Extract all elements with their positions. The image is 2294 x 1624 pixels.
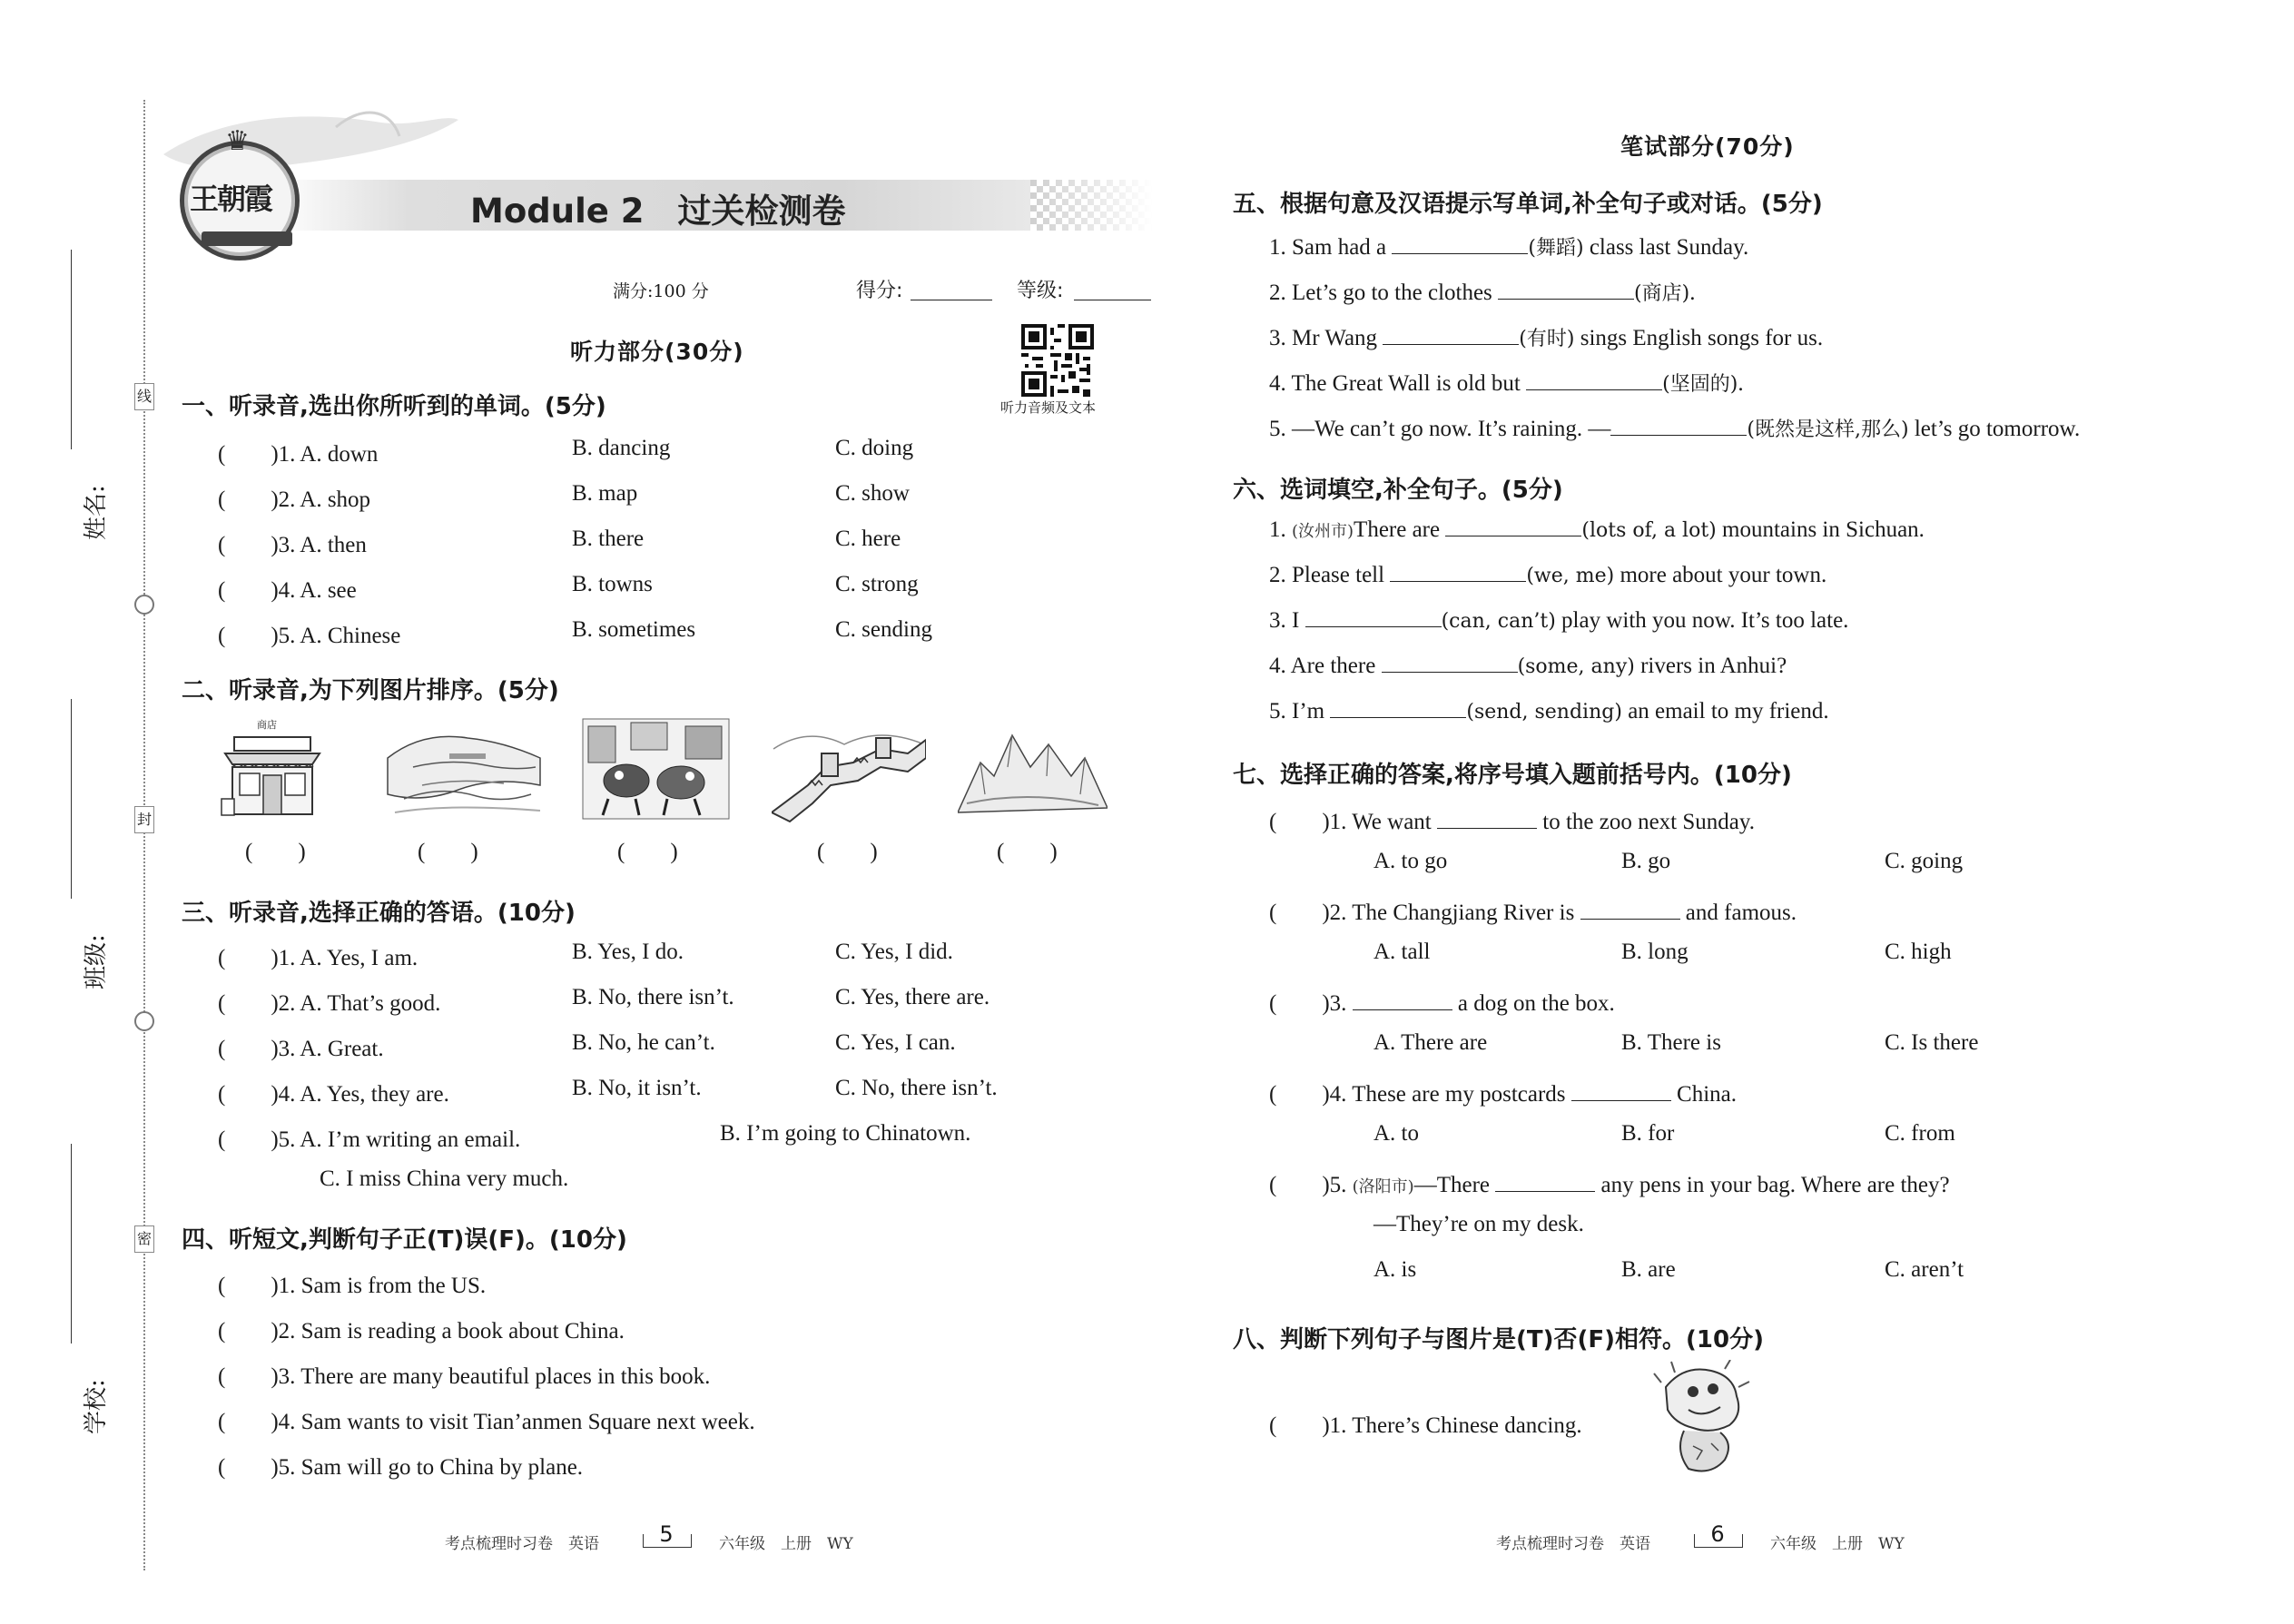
s3-q1-b: B. Yes, I do. <box>572 940 684 964</box>
s5-q5-blank[interactable] <box>1610 418 1747 436</box>
s7-q3: ( )3. a dog on the box. <box>1269 991 1615 1016</box>
s7-q4-blank[interactable] <box>1571 1084 1671 1101</box>
s6-q2-blank[interactable] <box>1390 565 1526 582</box>
s7-q2-b[interactable]: B. long <box>1621 940 1689 964</box>
listening-title: 听力部分(30分) <box>570 339 744 365</box>
s4-q5[interactable]: ( )5. Sam will go to China by plane. <box>218 1455 584 1480</box>
page-title: Module 2 过关检测卷 <box>470 192 846 231</box>
s1-q1-b: B. dancing <box>572 436 671 460</box>
class-label: 班级: <box>83 934 110 989</box>
s6-q5: 5. I’m (send, sending) an email to my friend. <box>1269 699 1829 723</box>
school-label: 学校: <box>83 1379 110 1434</box>
s1-q2-c: C. show <box>835 481 910 506</box>
shop-picture <box>218 717 327 822</box>
s6-q1: 1. (汝州市)There are (lots of, a lot) mountains in Sichuan. <box>1269 517 1925 542</box>
s7-q3-b[interactable]: B. There is <box>1621 1030 1721 1055</box>
s7-q4-c[interactable]: C. from <box>1885 1121 1955 1146</box>
name-label: 姓名: <box>83 485 110 540</box>
s4-q4[interactable]: ( )4. Sam wants to visit Tian’anmen Square next week. <box>218 1410 755 1434</box>
s1-q5-b: B. sometimes <box>572 617 696 642</box>
great-wall-picture <box>772 722 926 826</box>
s8-q1[interactable]: ( )1. There’s Chinese dancing. <box>1269 1413 1582 1438</box>
picture-bracket-4[interactable]: ( ) <box>817 840 878 864</box>
s7-q5-c[interactable]: C. aren’t <box>1885 1257 1964 1282</box>
s3-q4[interactable]: ( )4. A. Yes, they are. <box>218 1082 449 1107</box>
s3-q4-b: B. No, it isn’t. <box>572 1076 702 1100</box>
dotted-cut-line <box>143 100 145 1570</box>
s1-q5-c: C. sending <box>835 617 932 642</box>
s7-q3-a[interactable]: A. There are <box>1373 1030 1488 1055</box>
picture-bracket-5[interactable]: ( ) <box>997 840 1058 864</box>
section-3-title: 三、听录音,选择正确的答语。(10分) <box>182 900 576 927</box>
lion-dance-picture-2 <box>1648 1360 1752 1478</box>
s7-q1-blank[interactable] <box>1437 812 1537 829</box>
s7-q1-a[interactable]: A. to go <box>1373 849 1448 873</box>
s5-q3: 3. Mr Wang (有时) sings English songs for us. <box>1269 326 1824 350</box>
s7-q3-blank[interactable] <box>1353 993 1452 1010</box>
s7-q4: ( )4. These are my postcards China. <box>1269 1082 1737 1107</box>
s6-q5-blank[interactable] <box>1330 701 1466 718</box>
s6-q2: 2. Please tell (we, me) more about your town. <box>1269 563 1827 587</box>
s7-q5-line2: —They’re on my desk. <box>1373 1212 1584 1236</box>
footer-right-page: 6 <box>1710 1521 1725 1547</box>
grade-label: 等级: <box>1017 280 1064 302</box>
footer-right-series: 考点梳理时习卷 英语 <box>1496 1535 1650 1553</box>
section-2-title: 二、听录音,为下列图片排序。(5分) <box>182 677 559 704</box>
s3-q2[interactable]: ( )2. A. That’s good. <box>218 991 441 1016</box>
s7-q4-a[interactable]: A. to <box>1373 1121 1419 1146</box>
picture-bracket-3[interactable]: ( ) <box>617 840 678 864</box>
s1-q4[interactable]: ( )4. A. see <box>218 578 357 603</box>
s1-q5[interactable]: ( )5. A. Chinese <box>218 624 401 648</box>
school-field[interactable] <box>71 1144 72 1343</box>
qr-caption: 听力音频及文本 <box>1000 399 1097 416</box>
s7-q1-c[interactable]: C. going <box>1885 849 1964 873</box>
s1-q1[interactable]: ( )1. A. down <box>218 442 379 467</box>
s3-q5[interactable]: ( )5. A. I’m writing an email. <box>218 1127 521 1152</box>
writing-title: 笔试部分(70分) <box>1620 133 1795 160</box>
brand-text: 王朝霞 <box>190 182 272 216</box>
footer-left-page: 5 <box>659 1521 674 1547</box>
s7-q2-blank[interactable] <box>1580 902 1680 920</box>
s3-q1-c: C. Yes, I did. <box>835 940 953 964</box>
class-field[interactable] <box>71 699 72 899</box>
s7-q1: ( )1. We want to the zoo next Sunday. <box>1269 810 1756 834</box>
s7-q4-b[interactable]: B. for <box>1621 1121 1675 1146</box>
s6-q4-blank[interactable] <box>1382 655 1518 673</box>
s7-q5-a[interactable]: A. is <box>1373 1257 1417 1282</box>
section-5-title: 五、根据句意及汉语提示写单词,补全句子或对话。(5分) <box>1233 191 1823 218</box>
s1-q3-b: B. there <box>572 527 645 551</box>
s7-q2: ( )2. The Changjiang River is and famous. <box>1269 901 1797 925</box>
s5-q3-blank[interactable] <box>1383 328 1519 345</box>
picture-bracket-1[interactable]: ( ) <box>245 840 306 864</box>
s6-q3: 3. I (can, can’t) play with you now. It’s too late. <box>1269 608 1849 633</box>
s1-q4-c: C. strong <box>835 572 919 596</box>
s1-q2-b: B. map <box>572 481 638 506</box>
s1-q2[interactable]: ( )2. A. shop <box>218 487 371 512</box>
section-7-title: 七、选择正确的答案,将序号填入题前括号内。(10分) <box>1233 762 1792 789</box>
s3-q3-c: C. Yes, I can. <box>835 1030 956 1055</box>
s7-q5-blank[interactable] <box>1495 1175 1595 1192</box>
score-label: 得分: <box>856 280 903 302</box>
s3-q1[interactable]: ( )1. A. Yes, I am. <box>218 946 418 970</box>
seal-char-2: 封 <box>134 806 154 833</box>
section-6-title: 六、选词填空,补全句子。(5分) <box>1233 477 1563 504</box>
s7-q3-c[interactable]: C. Is there <box>1885 1030 1979 1055</box>
s3-q3[interactable]: ( )3. A. Great. <box>218 1037 384 1061</box>
name-field[interactable] <box>71 250 72 449</box>
binding-hole-2 <box>134 1011 154 1031</box>
seal-char-1: 线 <box>134 383 154 410</box>
s5-q4-blank[interactable] <box>1526 373 1662 390</box>
footer-right-page-bracket <box>1694 1534 1743 1548</box>
s7-q5: ( )5. (洛阳市)—There any pens in your bag. Where are they? <box>1269 1173 1950 1197</box>
picture-bracket-2[interactable]: ( ) <box>418 840 478 864</box>
s3-q2-c: C. Yes, there are. <box>835 985 990 1009</box>
river-picture <box>386 722 545 826</box>
brand-ribbon <box>202 231 292 246</box>
s3-q5-c: C. I miss China very much. <box>320 1166 569 1191</box>
qr-code[interactable] <box>1021 324 1094 397</box>
s1-q3-c: C. here <box>835 527 901 551</box>
checker-decoration <box>1030 180 1153 231</box>
s6-q3-blank[interactable] <box>1305 610 1442 627</box>
s4-q2[interactable]: ( )2. Sam is reading a book about China. <box>218 1319 625 1343</box>
s5-q2-blank[interactable] <box>1498 282 1634 300</box>
section-8-title: 八、判断下列句子与图片是(T)否(F)相符。(10分) <box>1233 1326 1764 1353</box>
s3-q2-b: B. No, there isn’t. <box>572 985 734 1009</box>
s3-q5-b: B. I’m going to Chinatown. <box>720 1121 971 1146</box>
full-score: 满分:100 分 <box>613 281 709 301</box>
mountain-picture <box>958 722 1108 826</box>
footer-right-grade: 六年级 上册 WY <box>1770 1535 1905 1553</box>
seal-char-3: 密 <box>134 1225 154 1253</box>
s5-q4: 4. The Great Wall is old but (坚固的). <box>1269 371 1744 396</box>
s4-q1[interactable]: ( )1. Sam is from the US. <box>218 1274 487 1298</box>
s7-q2-a[interactable]: A. tall <box>1373 940 1431 964</box>
s5-q5: 5. —We can’t go now. It’s raining. — (既然是这样,那么) let’s go tomorrow. <box>1269 417 2081 441</box>
s6-q1-blank[interactable] <box>1445 519 1581 536</box>
lion-dance-picture <box>581 717 731 822</box>
s5-q1-blank[interactable] <box>1392 237 1528 254</box>
shop-sign-text: 商店 <box>257 719 277 731</box>
s5-q1: 1. Sam had a (舞蹈) class last Sunday. <box>1269 235 1749 260</box>
footer-left-series: 考点梳理时习卷 英语 <box>445 1535 599 1553</box>
s4-q3[interactable]: ( )3. There are many beautiful places in this book. <box>218 1364 711 1389</box>
s1-q4-b: B. towns <box>572 572 653 596</box>
section-1-title: 一、听录音,选出你所听到的单词。(5分) <box>182 393 606 420</box>
footer-left-grade: 六年级 上册 WY <box>719 1535 853 1553</box>
s7-q1-b[interactable]: B. go <box>1621 849 1671 873</box>
footer-left-page-bracket <box>643 1534 692 1548</box>
s3-q4-c: C. No, there isn’t. <box>835 1076 998 1100</box>
s6-q4: 4. Are there (some, any) rivers in Anhui? <box>1269 654 1787 678</box>
section-4-title: 四、听短文,判断句子正(T)误(F)。(10分) <box>182 1226 627 1254</box>
s5-q2: 2. Let’s go to the clothes (商店). <box>1269 281 1696 305</box>
s3-q3-b: B. No, he can’t. <box>572 1030 715 1055</box>
s7-q5-b[interactable]: B. are <box>1621 1257 1676 1282</box>
s7-q2-c[interactable]: C. high <box>1885 940 1952 964</box>
crown-icon: ♛ <box>225 125 250 157</box>
s1-q1-c: C. doing <box>835 436 914 460</box>
binding-hole-1 <box>134 595 154 615</box>
s1-q3[interactable]: ( )3. A. then <box>218 533 367 557</box>
